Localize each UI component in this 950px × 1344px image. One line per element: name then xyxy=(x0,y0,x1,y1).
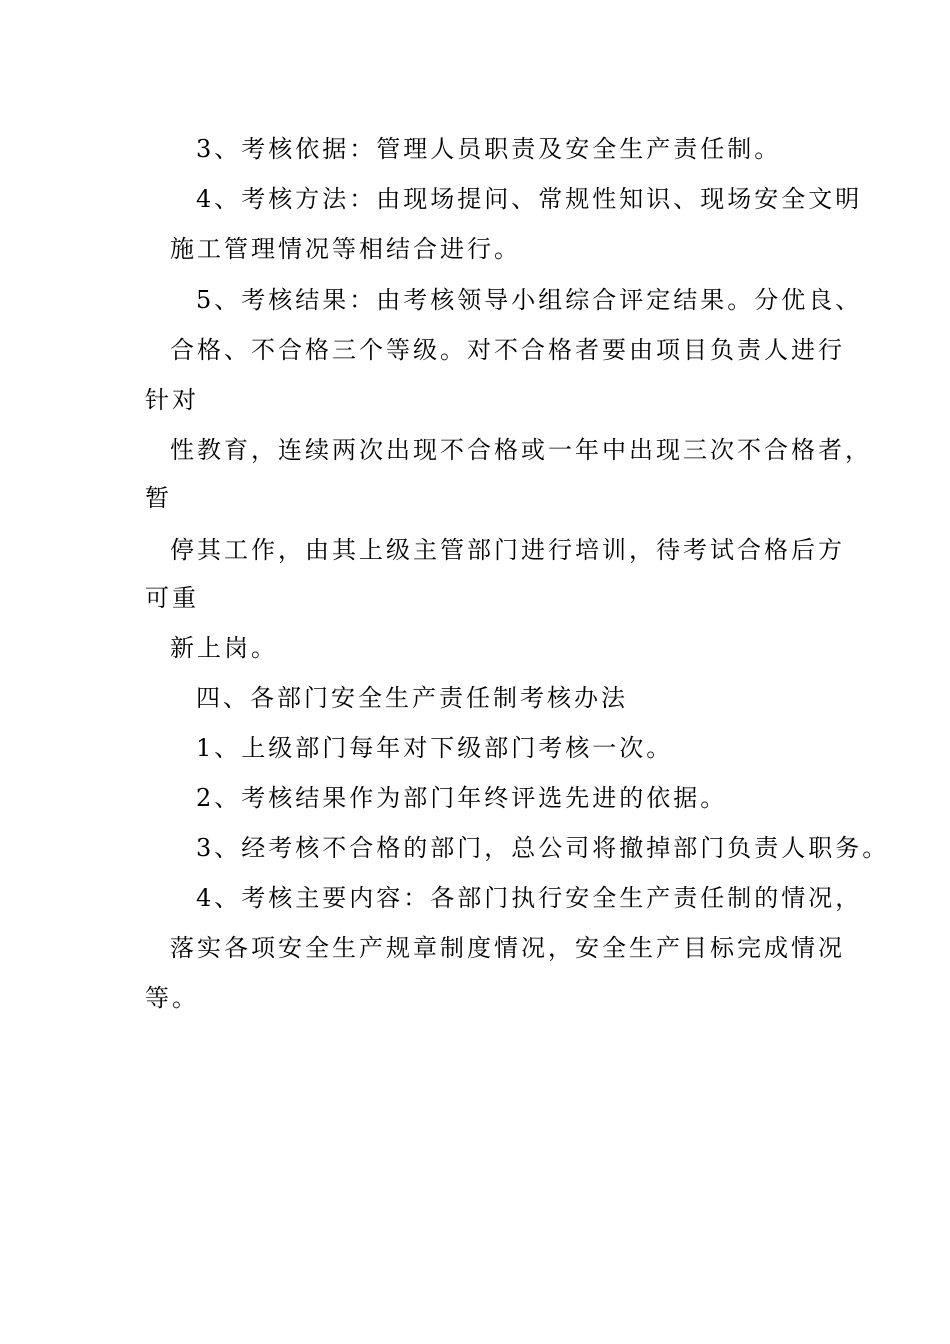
text-line: 可重 xyxy=(145,584,199,612)
text-line: 2、考核结果作为部门年终评选先进的依据。 xyxy=(196,784,728,812)
text-line: 1、上级部门每年对下级部门考核一次。 xyxy=(196,734,674,762)
text-line: 3、经考核不合格的部门，总公司将撤掉部门负责人职务。 xyxy=(196,834,890,862)
text-line: 新上岗。 xyxy=(170,634,278,662)
text-line: 落实各项安全生产规章制度情况，安全生产目标完成情况 xyxy=(170,934,845,962)
text-line: 针对 xyxy=(145,386,199,414)
text-line: 施工管理情况等相结合进行。 xyxy=(170,235,521,263)
text-line: 停其工作，由其上级主管部门进行培训，待考试合格后方 xyxy=(170,536,845,564)
text-line: 等。 xyxy=(145,984,199,1012)
text-line: 合格、不合格三个等级。对不合格者要由项目负责人进行 xyxy=(170,336,845,364)
text-line: 性教育，连续两次出现不合格或一年中出现三次不合格者， xyxy=(170,436,872,464)
text-line: 暂 xyxy=(145,484,172,512)
section-heading: 四、各部门安全生产责任制考核办法 xyxy=(196,684,628,712)
text-line: 3、考核依据：管理人员职责及安全生产责任制。 xyxy=(196,135,782,163)
text-line: 4、考核方法：由现场提问、常规性知识、现场安全文明 xyxy=(196,185,863,213)
text-line: 5、考核结果：由考核领导小组综合评定结果。分优良、 xyxy=(196,286,863,314)
text-line: 4、考核主要内容：各部门执行安全生产责任制的情况， xyxy=(196,884,863,912)
